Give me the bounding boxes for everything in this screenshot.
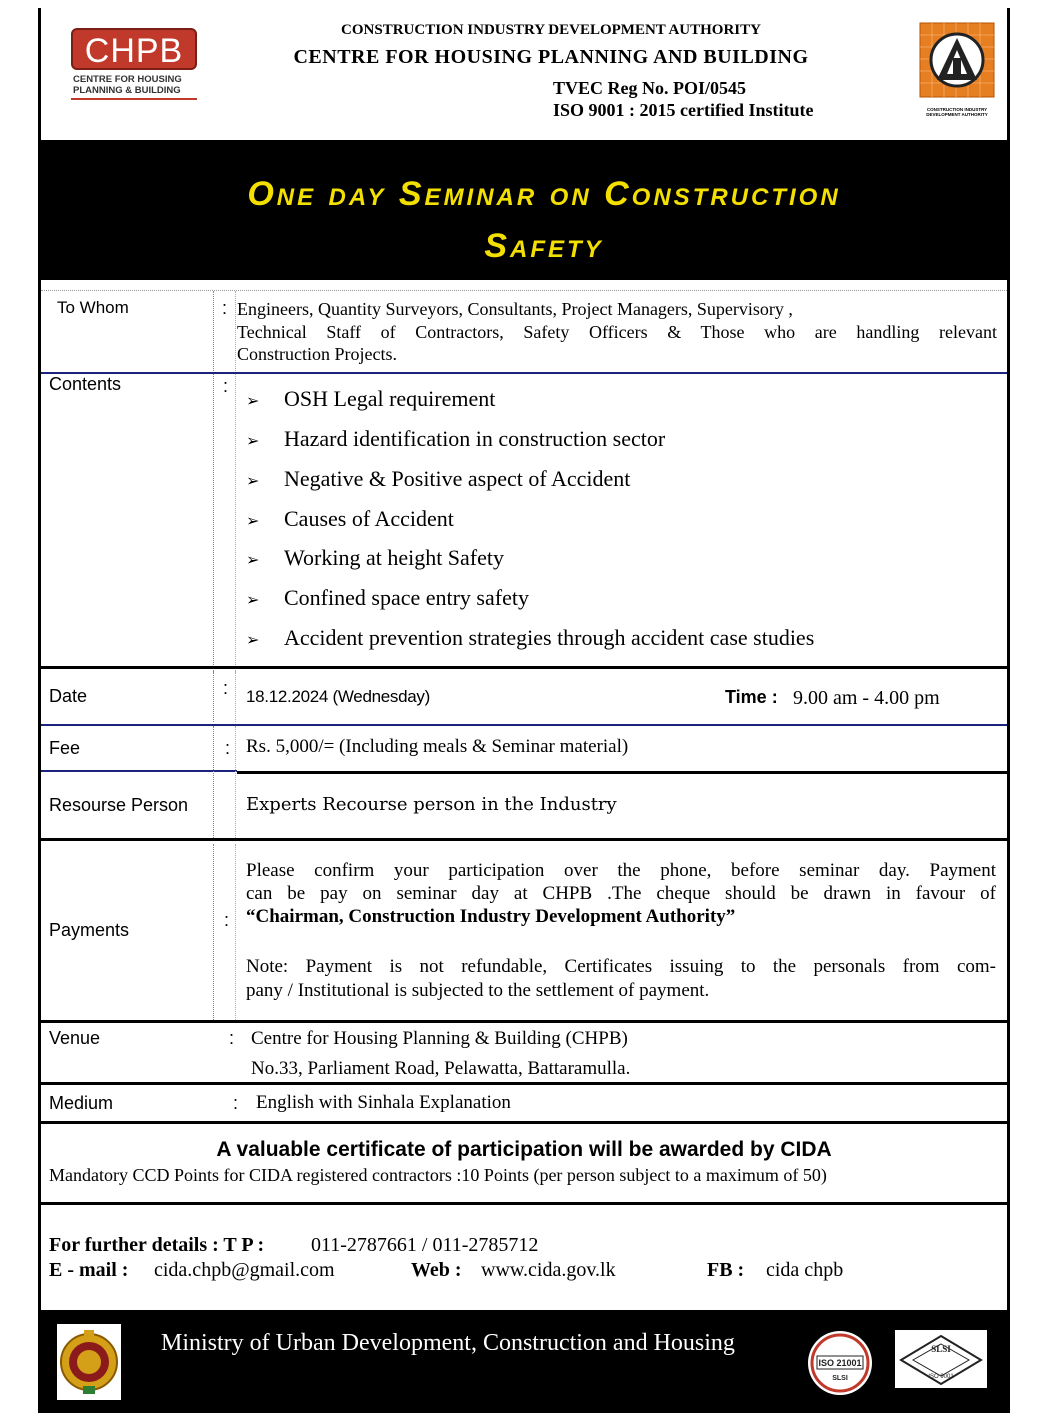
web-link[interactable]: www.cida.gov.lk — [481, 1259, 616, 1281]
column-divider — [213, 844, 214, 1020]
column-divider-2 — [235, 670, 236, 722]
certificate-headline: A valuable certificate of participation will be awarded by CIDA — [216, 1138, 832, 1161]
payments-payee: “Chairman, Construction Industry Development Authority” — [246, 906, 736, 927]
payments-label: Payments — [49, 920, 130, 940]
medium-colon: : — [233, 1093, 239, 1113]
arrow-bullet-icon: ➢ — [246, 550, 260, 569]
title-banner — [41, 140, 1007, 280]
list-item: ➢ Causes of Accident — [246, 506, 454, 531]
slsi-badge-sub: ISO 9001 — [928, 1374, 954, 1380]
arrow-bullet-icon: ➢ — [246, 590, 260, 609]
email-link[interactable]: cida.chpb@gmail.com — [154, 1259, 335, 1281]
iso-21001-badge-icon — [807, 1330, 873, 1396]
table-top-border — [41, 280, 1007, 291]
list-item: ➢ Accident prevention strategies through accident case studies — [246, 625, 815, 650]
time-label: Time : — [725, 687, 778, 707]
to-whom-line2: Technical Staff of Contractors, Safety Officers & Those who are handling relevant — [237, 322, 997, 342]
chpb-logo-mark: CHPB — [71, 28, 197, 70]
seminar-title-line1: One day Seminar on Construction — [247, 175, 841, 213]
row-divider — [41, 724, 1007, 726]
date-value: 18.12.2024 (Wednesday) — [246, 687, 430, 706]
date-colon: : — [223, 678, 229, 698]
seminar-title-line2: Safety — [484, 227, 604, 265]
resource-label: Resourse Person — [49, 795, 189, 815]
fee-value: Rs. 5,000/= (Including meals & Seminar material) — [246, 736, 629, 757]
to-whom-line1: Engineers, Quantity Surveyors, Consultants, Project Managers, Supervisory , — [237, 299, 793, 319]
arrow-bullet-icon: ➢ — [246, 511, 260, 530]
flyer-page — [38, 8, 1010, 1413]
row-divider — [41, 770, 237, 772]
column-divider-2 — [235, 726, 236, 838]
medium-label: Medium — [49, 1093, 114, 1113]
contents-label: Contents — [49, 374, 122, 394]
iso-badge-text: ISO 21001 — [818, 1358, 862, 1368]
venue-label: Venue — [49, 1028, 101, 1048]
sri-lanka-emblem-icon — [57, 1324, 121, 1400]
to-whom-colon: : — [222, 298, 228, 318]
resource-value: Experts Recourse person in the Industry — [246, 794, 617, 815]
ccd-points: Mandatory CCD Points for CIDA registered contractors :10 Points (per person subject to a maximum of 50) — [49, 1165, 827, 1185]
row-divider — [41, 1121, 1007, 1124]
header — [41, 8, 1007, 140]
payments-colon: : — [224, 910, 230, 930]
iso-badge-sub: SLSI — [832, 1375, 848, 1382]
row-divider — [237, 771, 1007, 774]
list-item: ➢ Negative & Positive aspect of Accident — [246, 466, 631, 491]
column-divider-2 — [235, 291, 236, 673]
fee-colon: : — [225, 738, 231, 758]
fb-link[interactable]: cida chpb — [766, 1259, 844, 1281]
to-whom-line3: Construction Projects. — [237, 344, 397, 364]
slsi-badge-text: SLSI — [931, 1344, 951, 1354]
cida-logo — [919, 22, 995, 117]
column-divider — [213, 726, 214, 838]
list-item: ➢ Hazard identification in construction sector — [246, 426, 666, 451]
chpb-logo-subtitle: CENTRE FOR HOUSING PLANNING & BUILDING — [73, 74, 182, 96]
column-divider-2 — [235, 844, 236, 1020]
list-item: ➢ Working at height Safety — [246, 545, 505, 570]
column-divider — [213, 291, 214, 673]
details-label: For further details : T P : — [49, 1234, 265, 1256]
arrow-bullet-icon: ➢ — [246, 471, 260, 490]
date-label: Date — [49, 686, 88, 706]
list-item: ➢ OSH Legal requirement — [246, 386, 496, 411]
venue-line2: No.33, Parliament Road, Pelawatta, Battaramulla. — [251, 1058, 631, 1079]
arrow-bullet-icon: ➢ — [246, 391, 260, 410]
centre-name: CENTRE FOR HOUSING PLANNING AND BUILDING — [293, 46, 809, 68]
medium-value: English with Sinhala Explanation — [256, 1092, 511, 1113]
venue-colon: : — [229, 1028, 235, 1048]
fee-label: Fee — [49, 738, 81, 758]
row-divider — [41, 1082, 1007, 1085]
phone-numbers: 011-2787661 / 011-2785712 — [311, 1234, 539, 1256]
cida-logo-caption: CONSTRUCTION INDUSTRY DEVELOPMENT AUTHORITY — [926, 107, 988, 117]
arrow-bullet-icon: ➢ — [246, 630, 260, 649]
web-label: Web : — [411, 1259, 462, 1281]
payments-line1: Please confirm your participation over the phone, before seminar day. Payment — [246, 860, 996, 881]
slsi-iso-9001-badge-icon — [895, 1330, 987, 1388]
row-divider — [41, 1020, 1007, 1023]
footer-bar — [41, 1310, 1007, 1413]
chpb-logo — [71, 28, 201, 108]
list-item: ➢ Confined space entry safety — [246, 585, 529, 610]
ministry-name: Ministry of Urban Development, Construction and Housing — [161, 1330, 735, 1356]
to-whom-label: To Whom — [57, 298, 129, 317]
row-divider — [41, 372, 1007, 374]
time-value: 9.00 am - 4.00 pm — [793, 687, 940, 709]
venue-line1: Centre for Housing Planning & Building (CHPB) — [251, 1028, 628, 1049]
fb-label: FB : — [707, 1259, 745, 1281]
iso-certification: ISO 9001 : 2015 certified Institute — [553, 100, 814, 120]
email-label: E - mail : — [49, 1259, 129, 1281]
tvec-reg: TVEC Reg No. POI/0545 — [553, 78, 746, 98]
payments-line2: can be pay on seminar day at CHPB .The cheque should be drawn in favour of — [246, 883, 996, 904]
contents-colon: : — [223, 376, 229, 396]
payments-note-line1: Note: Payment is not refundable, Certificates issuing to the personals from com- — [246, 956, 996, 977]
row-divider — [41, 838, 1007, 841]
chpb-logo-underline — [71, 98, 197, 100]
seminar-title — [41, 168, 1007, 272]
payments-note-line2: pany / Institutional is subjected to the settlement of payment. — [246, 980, 710, 1001]
arrow-bullet-icon: ➢ — [246, 431, 260, 450]
authority-name: CONSTRUCTION INDUSTRY DEVELOPMENT AUTHORITY — [341, 22, 761, 38]
row-divider — [41, 1202, 1007, 1205]
row-divider — [41, 666, 1007, 669]
column-divider — [213, 670, 214, 722]
